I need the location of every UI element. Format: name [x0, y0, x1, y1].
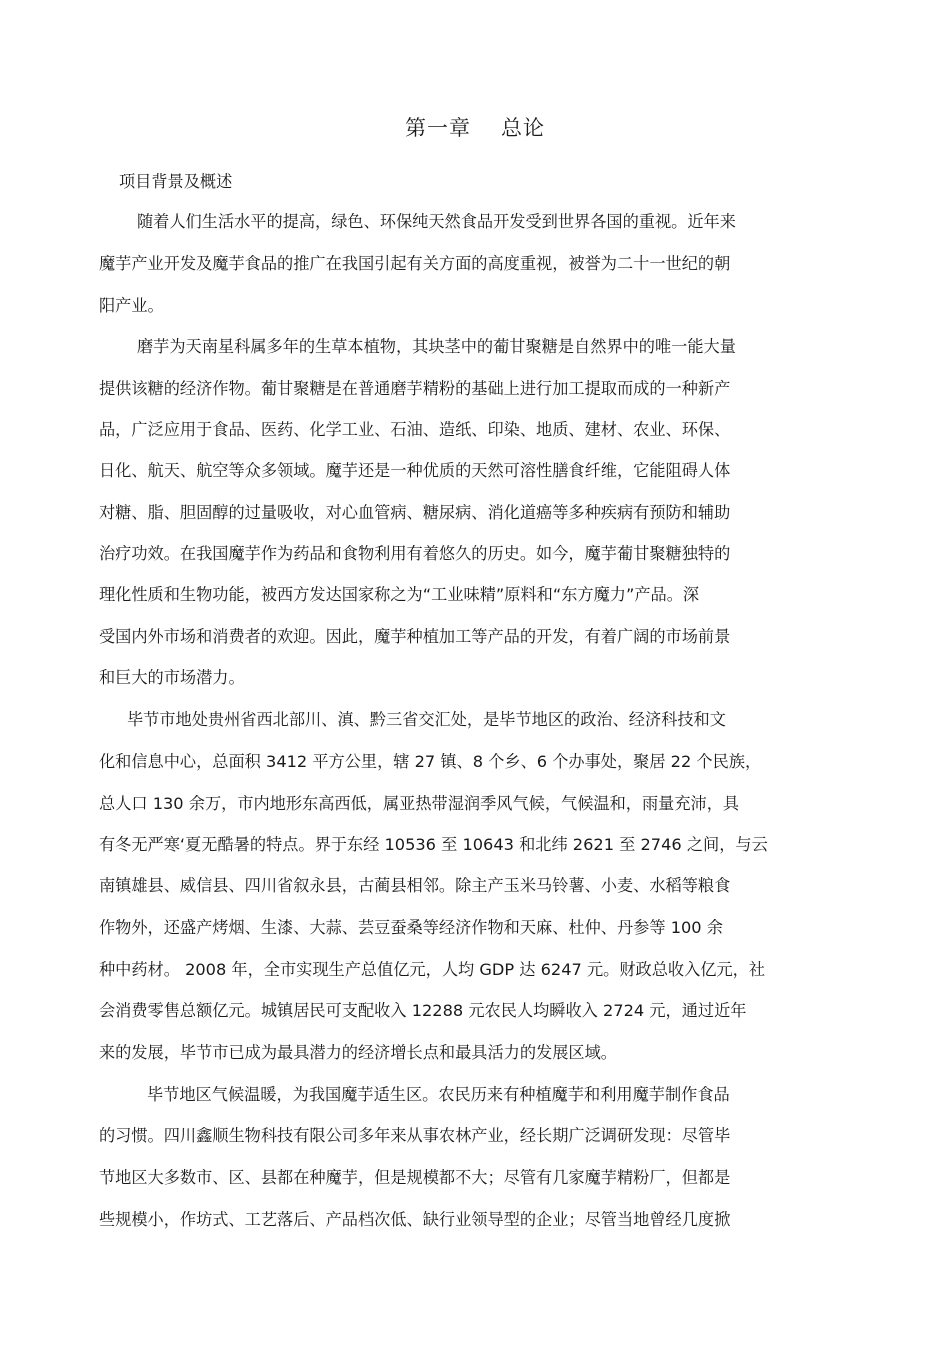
paragraph-line: 南镇雄县、威信县、四川省叙永县，古蔺县相邻。除主产玉米马铃薯、小麦、水稻等粮食	[99, 876, 731, 895]
paragraph-line: 些规模小，作坊式、工艺落后、产品档次低、缺行业领导型的企业；尽管当地曾经几度掀	[99, 1210, 731, 1229]
paragraph-line: 化和信息中心，总面积 3412 平方公里，辖 27 镇、8 个乡、6 个办事处，聚居 22 个民族，	[99, 752, 762, 771]
paragraph-line: 毕节地区气候温暖，为我国魔芋适生区。农民历来有种植魔芋和利用魔芋制作食品	[147, 1085, 730, 1104]
paragraph-line: 有冬无严寒‘夏无酷暑的特点。界于东经 10536 至 10643 和北纬 2621 至 2746 之间，与云	[99, 835, 768, 854]
chapter-number: 第一章	[405, 116, 471, 140]
paragraph-line: 提供该糖的经济作物。葡甘聚糖是在普通磨芋精粉的基础上进行加工提取而成的一种新产	[99, 379, 731, 398]
paragraph-line: 的习惯。四川鑫顺生物科技有限公司多年来从事农林产业，经长期广泛调研发现：尽管毕	[99, 1126, 731, 1145]
section-heading: 项目背景及概述	[119, 172, 233, 191]
paragraph-line: 对糖、脂、胆固醇的过量吸收，对心血管病、糖尿病、消化道癌等多种疾病有预防和辅助	[99, 503, 731, 522]
paragraph-line: 受国内外市场和消费者的欢迎。因此，魔芋种植加工等产品的开发，有着广阔的市场前景	[99, 627, 731, 646]
paragraph-line: 作物外，还盛产烤烟、生漆、大蒜、芸豆蚕桑等经济作物和天麻、杜仲、丹参等 100 余	[99, 918, 723, 937]
paragraph-line: 随着人们生活水平的提高，绿色、环保纯天然食品开发受到世界各国的重视。近年来	[137, 212, 736, 231]
paragraph-line: 理化性质和生物功能，被西方发达国家称之为“工业味精”原料和“东方魔力”产品。深	[99, 585, 700, 604]
paragraph-line: 治疗功效。在我国魔芋作为药品和食物利用有着悠久的历史。如今，魔芋葡甘聚糖独特的	[99, 544, 731, 563]
paragraph-line: 磨芋为天南星科属多年的生草本植物，其块茎中的葡甘聚糖是自然界中的唯一能大量	[137, 337, 736, 356]
paragraph-line: 和巨大的市场潜力。	[99, 668, 245, 687]
paragraph-line: 会消费零售总额亿元。城镇居民可支配收入 12288 元农民人均瞬收入 2724 元，通过近年	[99, 1001, 747, 1020]
paragraph-line: 节地区大多数市、区、县都在种魔芋，但是规模都不大；尽管有几家魔芋精粉厂，但都是	[99, 1168, 731, 1187]
paragraph-line: 品，广泛应用于食品、医药、化学工业、石油、造纸、印染、地质、建材、农业、环保、	[99, 420, 731, 439]
paragraph-line: 毕节市地处贵州省西北部川、滇、黔三省交汇处，是毕节地区的政治、经济科技和文	[127, 710, 726, 729]
paragraph-line: 阳产业。	[99, 296, 164, 315]
paragraph-line: 魔芋产业开发及魔芋食品的推广在我国引起有关方面的高度重视，被誉为二十一世纪的朝	[99, 254, 731, 273]
paragraph-line: 总人口 130 余万，市内地形东高西低，属亚热带湿润季风气候，气候温和，雨量充沛，具	[99, 794, 740, 813]
paragraph-line: 日化、航天、航空等众多领域。魔芋还是一种优质的天然可溶性膳食纤维，它能阻碍人体	[99, 461, 731, 480]
chapter-name: 总论	[501, 116, 545, 140]
paragraph-line: 来的发展，毕节市已成为最具潜力的经济增长点和最具活力的发展区域。	[99, 1043, 617, 1062]
chapter-title	[0, 112, 950, 142]
paragraph-line: 种中药材。 2008 年，全市实现生产总值亿元，人均 GDP 达 6247 元。财政总收入亿元，社	[99, 960, 766, 979]
